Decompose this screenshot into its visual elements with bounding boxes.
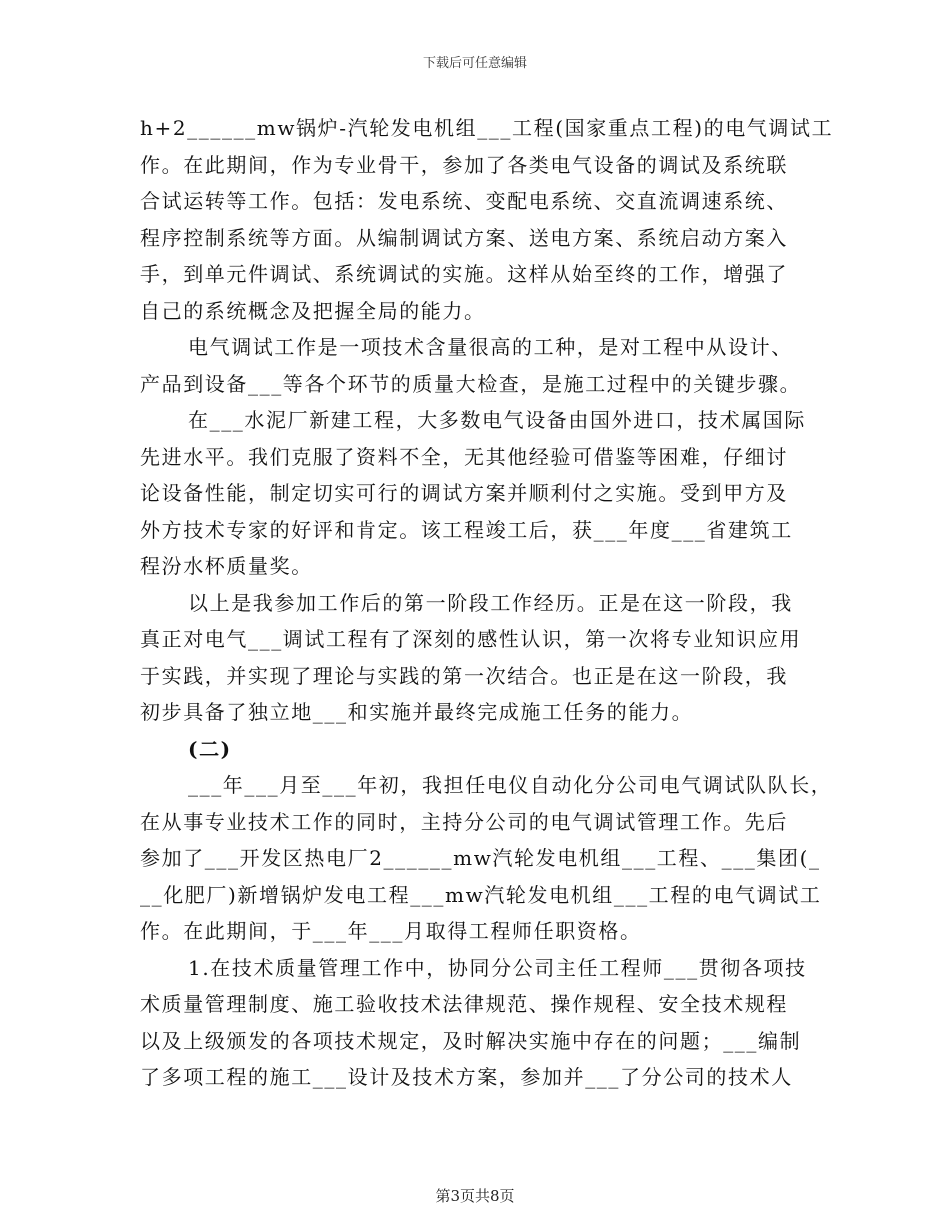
text-line: 在___水泥厂新建工程，大多数电气设备由国外进口，技术属国际 [188,408,806,432]
text-line: h+2______mw锅炉-汽轮发电机组___工程(国家重点工程)的电气调试工 [140,116,834,140]
text-line: 自己的系统概念及把握全局的能力。 [140,298,486,323]
text-line: ___年___月至___年初，我担任电仪自动化分公司电气调试队队长， [188,773,833,797]
text-line: 作。在此期间，作为专业骨干，参加了各类电气设备的调试及系统联 [140,152,788,177]
text-line: 先进水平。我们克服了资料不全，无其他经验可借鉴等困难，仔细讨 [140,444,788,469]
text-line: 了多项工程的施工___设计及技术方案，参加并___了分公司的技术人 [140,1065,793,1089]
document-body [140,110,834,1096]
text-line: 论设备性能，制定切实可行的调试方案并顺利付之实施。受到甲方及 [140,481,788,505]
text-line: 参加了___开发区热电厂2______mw汽轮发电机组___工程、___集团(_ [140,846,821,870]
text-line: 于实践，并实现了理论与实践的第一次结合。也正是在这一阶段，我 [140,663,788,688]
text-line: 电气调试工作是一项技术含量很高的工种，是对工程中从设计、 [188,335,793,359]
text-line: __化肥厂)新增锅炉发电工程___mw汽轮发电机组___工程的电气调试工 [140,882,822,907]
text-line: 程序控制系统等方面。从编制调试方案、送电方案、系统启动方案入 [140,225,788,250]
text-line: 程汾水杯质量奖。 [140,554,313,578]
text-line: 1.在技术质量管理工作中，协同分公司主任工程师___贯彻各项技 [188,955,807,980]
text-line: 手，到单元件调试、系统调试的实施。这样从始至终的工作，增强了 [140,262,788,286]
text-line: 在从事专业技术工作的同时，主持分公司的电气调试管理工作。先后 [140,809,788,834]
page-header: 下载后可任意编辑 [422,56,527,71]
text-line: 产品到设备___等各个环节的质量大检查，是施工过程中的关键步骤。 [140,371,802,396]
page-footer: 第3页共8页 [435,1187,515,1205]
text-line: 合试运转等工作。包括：发电系统、变配电系统、交直流调速系统、 [140,189,788,213]
text-line: 以及上级颁发的各项技术规定，及时解决实施中存在的问题；___编制 [140,1028,802,1053]
text-line: 术质量管理制度、施工验收技术法律规范、操作规程、安全技术规程 [140,992,788,1016]
text-line: 作。在此期间，于___年___月取得工程师任职资格。 [140,919,642,943]
text-line: 外方技术专家的好评和肯定。该工程竣工后，获___年度___省建筑工 [140,517,793,542]
text-line: 以上是我参加工作后的第一阶段工作经历。正是在这一阶段，我 [188,590,793,615]
text-line: 真正对电气___调试工程有了深刻的感性认识，第一次将专业知识应用 [140,627,802,651]
section-heading: (二) [188,736,232,761]
text-line: 初步具备了独立地___和实施并最终完成施工任务的能力。 [140,700,694,724]
